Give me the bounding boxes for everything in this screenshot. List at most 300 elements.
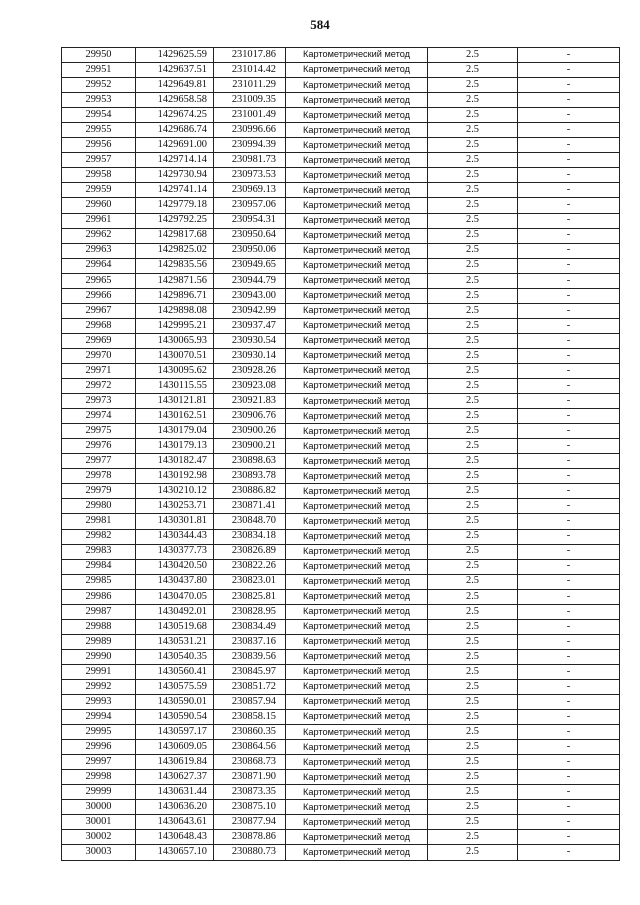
point-number-cell: 29953 — [62, 93, 136, 108]
x-coordinate-cell: 1430070.51 — [136, 348, 214, 363]
x-coordinate-cell: 1429691.00 — [136, 138, 214, 153]
table-row — [62, 424, 620, 439]
y-coordinate-cell: 230928.26 — [214, 363, 286, 378]
table-row — [62, 604, 620, 619]
table-row — [62, 634, 620, 649]
table-row — [62, 48, 620, 63]
note-cell: - — [518, 409, 620, 424]
method-cell: Картометрический метод — [286, 183, 428, 198]
x-coordinate-cell: 1430631.44 — [136, 785, 214, 800]
method-cell: Картометрический метод — [286, 273, 428, 288]
point-number-cell: 29978 — [62, 469, 136, 484]
accuracy-cell: 2.5 — [428, 63, 518, 78]
method-cell: Картометрический метод — [286, 604, 428, 619]
method-cell: Картометрический метод — [286, 679, 428, 694]
y-coordinate-cell: 231014.42 — [214, 63, 286, 78]
table-row — [62, 559, 620, 574]
accuracy-cell: 2.5 — [428, 664, 518, 679]
accuracy-cell: 2.5 — [428, 198, 518, 213]
point-number-cell: 30000 — [62, 800, 136, 815]
accuracy-cell: 2.5 — [428, 273, 518, 288]
point-number-cell: 29968 — [62, 318, 136, 333]
x-coordinate-cell: 1430253.71 — [136, 499, 214, 514]
y-coordinate-cell: 230823.01 — [214, 574, 286, 589]
x-coordinate-cell: 1429730.94 — [136, 168, 214, 183]
point-number-cell: 29977 — [62, 454, 136, 469]
table-row — [62, 153, 620, 168]
accuracy-cell: 2.5 — [428, 183, 518, 198]
y-coordinate-cell: 230930.54 — [214, 333, 286, 348]
accuracy-cell: 2.5 — [428, 48, 518, 63]
y-coordinate-cell: 231009.35 — [214, 93, 286, 108]
point-number-cell: 29996 — [62, 740, 136, 755]
method-cell: Картометрический метод — [286, 318, 428, 333]
y-coordinate-cell: 230923.08 — [214, 379, 286, 394]
method-cell: Картометрический метод — [286, 755, 428, 770]
note-cell: - — [518, 228, 620, 243]
y-coordinate-cell: 230858.15 — [214, 710, 286, 725]
note-cell: - — [518, 469, 620, 484]
table-row — [62, 258, 620, 273]
x-coordinate-cell: 1429835.56 — [136, 258, 214, 273]
note-cell: - — [518, 830, 620, 845]
accuracy-cell: 2.5 — [428, 649, 518, 664]
table-row — [62, 469, 620, 484]
method-cell: Картометрический метод — [286, 695, 428, 710]
table-row — [62, 815, 620, 830]
x-coordinate-cell: 1429792.25 — [136, 213, 214, 228]
method-cell: Картометрический метод — [286, 198, 428, 213]
method-cell: Картометрический метод — [286, 619, 428, 634]
y-coordinate-cell: 231017.86 — [214, 48, 286, 63]
y-coordinate-cell: 230994.39 — [214, 138, 286, 153]
y-coordinate-cell: 230834.49 — [214, 619, 286, 634]
x-coordinate-cell: 1430162.51 — [136, 409, 214, 424]
point-number-cell: 29954 — [62, 108, 136, 123]
y-coordinate-cell: 230860.35 — [214, 725, 286, 740]
y-coordinate-cell: 230837.16 — [214, 634, 286, 649]
accuracy-cell: 2.5 — [428, 363, 518, 378]
note-cell: - — [518, 379, 620, 394]
accuracy-cell: 2.5 — [428, 559, 518, 574]
accuracy-cell: 2.5 — [428, 484, 518, 499]
point-number-cell: 29990 — [62, 649, 136, 664]
y-coordinate-cell: 230878.86 — [214, 830, 286, 845]
y-coordinate-cell: 230921.83 — [214, 394, 286, 409]
note-cell: - — [518, 785, 620, 800]
x-coordinate-cell: 1430065.93 — [136, 333, 214, 348]
x-coordinate-cell: 1429674.25 — [136, 108, 214, 123]
method-cell: Картометрический метод — [286, 649, 428, 664]
point-number-cell: 29980 — [62, 499, 136, 514]
accuracy-cell: 2.5 — [428, 695, 518, 710]
accuracy-cell: 2.5 — [428, 499, 518, 514]
note-cell: - — [518, 213, 620, 228]
note-cell: - — [518, 484, 620, 499]
accuracy-cell: 2.5 — [428, 78, 518, 93]
note-cell: - — [518, 574, 620, 589]
accuracy-cell: 2.5 — [428, 544, 518, 559]
x-coordinate-cell: 1429741.14 — [136, 183, 214, 198]
x-coordinate-cell: 1430609.05 — [136, 740, 214, 755]
method-cell: Картометрический метод — [286, 138, 428, 153]
x-coordinate-cell: 1430192.98 — [136, 469, 214, 484]
note-cell: - — [518, 439, 620, 454]
x-coordinate-cell: 1429898.08 — [136, 303, 214, 318]
y-coordinate-cell: 230851.72 — [214, 679, 286, 694]
note-cell: - — [518, 108, 620, 123]
point-number-cell: 29971 — [62, 363, 136, 378]
x-coordinate-cell: 1429649.81 — [136, 78, 214, 93]
x-coordinate-cell: 1430121.81 — [136, 394, 214, 409]
method-cell: Картометрический метод — [286, 333, 428, 348]
point-number-cell: 29967 — [62, 303, 136, 318]
point-number-cell: 29972 — [62, 379, 136, 394]
note-cell: - — [518, 679, 620, 694]
accuracy-cell: 2.5 — [428, 333, 518, 348]
table-row — [62, 755, 620, 770]
accuracy-cell: 2.5 — [428, 679, 518, 694]
accuracy-cell: 2.5 — [428, 379, 518, 394]
table-row — [62, 695, 620, 710]
x-coordinate-cell: 1430470.05 — [136, 589, 214, 604]
y-coordinate-cell: 230886.82 — [214, 484, 286, 499]
accuracy-cell: 2.5 — [428, 469, 518, 484]
method-cell: Картометрический метод — [286, 634, 428, 649]
method-cell: Картометрический метод — [286, 78, 428, 93]
accuracy-cell: 2.5 — [428, 725, 518, 740]
table-row — [62, 725, 620, 740]
y-coordinate-cell: 230950.64 — [214, 228, 286, 243]
accuracy-cell: 2.5 — [428, 755, 518, 770]
method-cell: Картометрический метод — [286, 815, 428, 830]
y-coordinate-cell: 230864.56 — [214, 740, 286, 755]
note-cell: - — [518, 619, 620, 634]
method-cell: Картометрический метод — [286, 213, 428, 228]
note-cell: - — [518, 499, 620, 514]
point-number-cell: 29966 — [62, 288, 136, 303]
method-cell: Картометрический метод — [286, 48, 428, 63]
note-cell: - — [518, 589, 620, 604]
table-row — [62, 288, 620, 303]
note-cell: - — [518, 258, 620, 273]
coordinates-table — [61, 47, 620, 861]
accuracy-cell: 2.5 — [428, 213, 518, 228]
note-cell: - — [518, 770, 620, 785]
accuracy-cell: 2.5 — [428, 785, 518, 800]
method-cell: Картометрический метод — [286, 394, 428, 409]
accuracy-cell: 2.5 — [428, 634, 518, 649]
table-row — [62, 243, 620, 258]
x-coordinate-cell: 1429658.58 — [136, 93, 214, 108]
note-cell: - — [518, 318, 620, 333]
method-cell: Картометрический метод — [286, 499, 428, 514]
y-coordinate-cell: 230900.21 — [214, 439, 286, 454]
x-coordinate-cell: 1430575.59 — [136, 679, 214, 694]
y-coordinate-cell: 230828.95 — [214, 604, 286, 619]
note-cell: - — [518, 454, 620, 469]
accuracy-cell: 2.5 — [428, 589, 518, 604]
x-coordinate-cell: 1430590.01 — [136, 695, 214, 710]
table-row — [62, 710, 620, 725]
y-coordinate-cell: 230822.26 — [214, 559, 286, 574]
note-cell: - — [518, 755, 620, 770]
point-number-cell: 29975 — [62, 424, 136, 439]
y-coordinate-cell: 230900.26 — [214, 424, 286, 439]
note-cell: - — [518, 303, 620, 318]
method-cell: Картометрический метод — [286, 725, 428, 740]
method-cell: Картометрический метод — [286, 770, 428, 785]
table-row — [62, 770, 620, 785]
accuracy-cell: 2.5 — [428, 815, 518, 830]
y-coordinate-cell: 230875.10 — [214, 800, 286, 815]
table-row — [62, 529, 620, 544]
accuracy-cell: 2.5 — [428, 439, 518, 454]
point-number-cell: 29961 — [62, 213, 136, 228]
table-row — [62, 409, 620, 424]
table-row — [62, 830, 620, 845]
x-coordinate-cell: 1430492.01 — [136, 604, 214, 619]
point-number-cell: 29964 — [62, 258, 136, 273]
method-cell: Картометрический метод — [286, 63, 428, 78]
table-row — [62, 363, 620, 378]
x-coordinate-cell: 1430627.37 — [136, 770, 214, 785]
accuracy-cell: 2.5 — [428, 168, 518, 183]
point-number-cell: 29963 — [62, 243, 136, 258]
y-coordinate-cell: 230877.94 — [214, 815, 286, 830]
x-coordinate-cell: 1430657.10 — [136, 845, 214, 860]
method-cell: Картометрический метод — [286, 123, 428, 138]
accuracy-cell: 2.5 — [428, 409, 518, 424]
method-cell: Картометрический метод — [286, 514, 428, 529]
point-number-cell: 29984 — [62, 559, 136, 574]
y-coordinate-cell: 230893.78 — [214, 469, 286, 484]
x-coordinate-cell: 1430519.68 — [136, 619, 214, 634]
x-coordinate-cell: 1430179.13 — [136, 439, 214, 454]
point-number-cell: 29983 — [62, 544, 136, 559]
point-number-cell: 29985 — [62, 574, 136, 589]
x-coordinate-cell: 1429686.74 — [136, 123, 214, 138]
accuracy-cell: 2.5 — [428, 93, 518, 108]
x-coordinate-cell: 1430643.61 — [136, 815, 214, 830]
note-cell: - — [518, 333, 620, 348]
point-number-cell: 29970 — [62, 348, 136, 363]
y-coordinate-cell: 230906.76 — [214, 409, 286, 424]
x-coordinate-cell: 1429637.51 — [136, 63, 214, 78]
point-number-cell: 29987 — [62, 604, 136, 619]
accuracy-cell: 2.5 — [428, 123, 518, 138]
method-cell: Картометрический метод — [286, 439, 428, 454]
table-row — [62, 574, 620, 589]
table-row — [62, 740, 620, 755]
accuracy-cell: 2.5 — [428, 288, 518, 303]
method-cell: Картометрический метод — [286, 93, 428, 108]
table-row — [62, 78, 620, 93]
table-row — [62, 168, 620, 183]
note-cell: - — [518, 123, 620, 138]
y-coordinate-cell: 230981.73 — [214, 153, 286, 168]
note-cell: - — [518, 48, 620, 63]
table-row — [62, 183, 620, 198]
method-cell: Картометрический метод — [286, 348, 428, 363]
y-coordinate-cell: 231001.49 — [214, 108, 286, 123]
table-row — [62, 499, 620, 514]
y-coordinate-cell: 230950.06 — [214, 243, 286, 258]
x-coordinate-cell: 1430377.73 — [136, 544, 214, 559]
y-coordinate-cell: 230868.73 — [214, 755, 286, 770]
note-cell: - — [518, 559, 620, 574]
method-cell: Картометрический метод — [286, 484, 428, 499]
accuracy-cell: 2.5 — [428, 529, 518, 544]
note-cell: - — [518, 63, 620, 78]
note-cell: - — [518, 634, 620, 649]
note-cell: - — [518, 529, 620, 544]
point-number-cell: 29950 — [62, 48, 136, 63]
table-row — [62, 63, 620, 78]
method-cell: Картометрический метод — [286, 288, 428, 303]
point-number-cell: 29973 — [62, 394, 136, 409]
x-coordinate-cell: 1430301.81 — [136, 514, 214, 529]
y-coordinate-cell: 230996.66 — [214, 123, 286, 138]
table-row — [62, 228, 620, 243]
method-cell: Картометрический метод — [286, 303, 428, 318]
table-row — [62, 514, 620, 529]
x-coordinate-cell: 1429817.68 — [136, 228, 214, 243]
y-coordinate-cell: 230949.65 — [214, 258, 286, 273]
note-cell: - — [518, 168, 620, 183]
y-coordinate-cell: 230942.99 — [214, 303, 286, 318]
note-cell: - — [518, 153, 620, 168]
x-coordinate-cell: 1429714.14 — [136, 153, 214, 168]
method-cell: Картометрический метод — [286, 454, 428, 469]
point-number-cell: 30001 — [62, 815, 136, 830]
method-cell: Картометрический метод — [286, 740, 428, 755]
point-number-cell: 29997 — [62, 755, 136, 770]
note-cell: - — [518, 394, 620, 409]
table-row — [62, 303, 620, 318]
note-cell: - — [518, 243, 620, 258]
y-coordinate-cell: 231011.29 — [214, 78, 286, 93]
table-row — [62, 785, 620, 800]
table-row — [62, 198, 620, 213]
accuracy-cell: 2.5 — [428, 303, 518, 318]
method-cell: Картометрический метод — [286, 363, 428, 378]
x-coordinate-cell: 1429625.59 — [136, 48, 214, 63]
x-coordinate-cell: 1430179.04 — [136, 424, 214, 439]
note-cell: - — [518, 800, 620, 815]
x-coordinate-cell: 1429779.18 — [136, 198, 214, 213]
x-coordinate-cell: 1429896.71 — [136, 288, 214, 303]
note-cell: - — [518, 604, 620, 619]
y-coordinate-cell: 230871.90 — [214, 770, 286, 785]
point-number-cell: 29957 — [62, 153, 136, 168]
method-cell: Картометрический метод — [286, 830, 428, 845]
point-number-cell: 30003 — [62, 845, 136, 860]
note-cell: - — [518, 288, 620, 303]
accuracy-cell: 2.5 — [428, 845, 518, 860]
table-row — [62, 679, 620, 694]
accuracy-cell: 2.5 — [428, 514, 518, 529]
method-cell: Картометрический метод — [286, 409, 428, 424]
accuracy-cell: 2.5 — [428, 710, 518, 725]
table-row — [62, 318, 620, 333]
point-number-cell: 29998 — [62, 770, 136, 785]
table-row — [62, 800, 620, 815]
table-row — [62, 394, 620, 409]
x-coordinate-cell: 1430597.17 — [136, 725, 214, 740]
table-row — [62, 108, 620, 123]
note-cell: - — [518, 695, 620, 710]
method-cell: Картометрический метод — [286, 544, 428, 559]
method-cell: Картометрический метод — [286, 845, 428, 860]
accuracy-cell: 2.5 — [428, 454, 518, 469]
x-coordinate-cell: 1430182.47 — [136, 454, 214, 469]
x-coordinate-cell: 1430560.41 — [136, 664, 214, 679]
accuracy-cell: 2.5 — [428, 228, 518, 243]
note-cell: - — [518, 710, 620, 725]
table-row — [62, 649, 620, 664]
method-cell: Картометрический метод — [286, 559, 428, 574]
method-cell: Картометрический метод — [286, 664, 428, 679]
accuracy-cell: 2.5 — [428, 424, 518, 439]
table-row — [62, 123, 620, 138]
note-cell: - — [518, 363, 620, 378]
method-cell: Картометрический метод — [286, 168, 428, 183]
table-row — [62, 138, 620, 153]
y-coordinate-cell: 230969.13 — [214, 183, 286, 198]
point-number-cell: 29989 — [62, 634, 136, 649]
point-number-cell: 29992 — [62, 679, 136, 694]
note-cell: - — [518, 725, 620, 740]
accuracy-cell: 2.5 — [428, 153, 518, 168]
table-row — [62, 664, 620, 679]
y-coordinate-cell: 230871.41 — [214, 499, 286, 514]
accuracy-cell: 2.5 — [428, 770, 518, 785]
y-coordinate-cell: 230825.81 — [214, 589, 286, 604]
method-cell: Картометрический метод — [286, 710, 428, 725]
point-number-cell: 29991 — [62, 664, 136, 679]
method-cell: Картометрический метод — [286, 469, 428, 484]
y-coordinate-cell: 230944.79 — [214, 273, 286, 288]
point-number-cell: 29981 — [62, 514, 136, 529]
x-coordinate-cell: 1430420.50 — [136, 559, 214, 574]
table-row — [62, 333, 620, 348]
point-number-cell: 29956 — [62, 138, 136, 153]
point-number-cell: 29982 — [62, 529, 136, 544]
y-coordinate-cell: 230839.56 — [214, 649, 286, 664]
note-cell: - — [518, 664, 620, 679]
point-number-cell: 29974 — [62, 409, 136, 424]
y-coordinate-cell: 230845.97 — [214, 664, 286, 679]
method-cell: Картометрический метод — [286, 574, 428, 589]
note-cell: - — [518, 198, 620, 213]
accuracy-cell: 2.5 — [428, 258, 518, 273]
x-coordinate-cell: 1430095.62 — [136, 363, 214, 378]
method-cell: Картометрический метод — [286, 785, 428, 800]
note-cell: - — [518, 424, 620, 439]
accuracy-cell: 2.5 — [428, 800, 518, 815]
method-cell: Картометрический метод — [286, 258, 428, 273]
point-number-cell: 29960 — [62, 198, 136, 213]
accuracy-cell: 2.5 — [428, 830, 518, 845]
x-coordinate-cell: 1430437.80 — [136, 574, 214, 589]
note-cell: - — [518, 93, 620, 108]
accuracy-cell: 2.5 — [428, 243, 518, 258]
coordinates-table-body — [62, 48, 620, 861]
y-coordinate-cell: 230834.18 — [214, 529, 286, 544]
accuracy-cell: 2.5 — [428, 318, 518, 333]
note-cell: - — [518, 544, 620, 559]
